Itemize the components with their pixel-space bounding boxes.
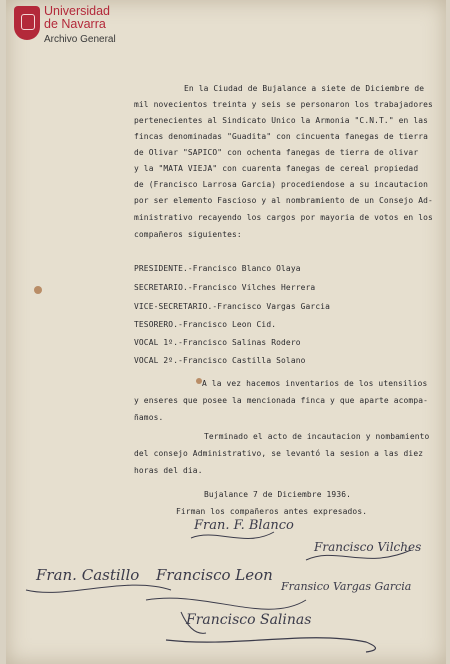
document-date: Bujalance 7 de Diciembre 1936. <box>204 490 352 499</box>
document-sheet <box>6 0 446 664</box>
text-line: A la vez hacemos inventarios de los utensilios <box>202 379 428 388</box>
officer-line: PRESIDENTE.-Francisco Blanco Olaya <box>134 264 301 273</box>
archive-name-line1: Universidad <box>44 4 111 18</box>
text-line: pertenecientes al Sindicato Unico la Armonia "C.N.T." en las <box>134 116 429 125</box>
text-line: ministrativo recayendo los cargos por mayoria de votos en los <box>134 213 433 222</box>
signature-flourishes <box>6 0 446 664</box>
text-line: del consejo Administrativo, se levantó la sesion a las diez <box>134 449 424 458</box>
text-line: horas del dia. <box>134 466 203 475</box>
text-line: Terminado el acto de incautacion y nombamiento <box>204 432 430 441</box>
signatories-note: Firman los compañeros antes expresados. <box>176 507 368 516</box>
signature-vargas: Fransico Vargas Garcia <box>281 580 412 593</box>
text-line: compañeros siguientes: <box>134 230 242 239</box>
text-line: y la "MATA VIEJA" con cuarenta fanegas de cereal propiedad <box>134 164 419 173</box>
signature-vilches: Francisco Vilches <box>314 540 422 554</box>
signature-blanco: Fran. F. Blanco <box>194 518 294 533</box>
text-line: ñamos. <box>134 413 164 422</box>
text-line: de (Francisco Larrosa Garcia) procediendose a su incautacion <box>134 180 429 189</box>
officer-line: VICE-SECRETARIO.-Francisco Vargas Garcia <box>134 302 331 311</box>
text-line: y enseres que posee la mencionada finca y que aparte acompa- <box>134 396 429 405</box>
officer-line: VOCAL 2º.-Francisco Castilla Solano <box>134 356 306 365</box>
archive-name-line2: de Navarra <box>44 17 106 31</box>
signature-salinas: Francisco Salinas <box>186 612 312 628</box>
text-line: fincas denominadas "Guadita" con cincuenta fanegas de tierra <box>134 132 429 141</box>
officer-line: SECRETARIO.-Francisco Vilches Herrera <box>134 283 316 292</box>
text-line: mil novecientos treinta y seis se personaron los trabajadores <box>134 100 433 109</box>
officer-line: TESORERO.-Francisco Leon Cid. <box>134 320 277 329</box>
archive-subtitle: Archivo General <box>44 34 116 45</box>
signature-castillo: Fran. Castillo <box>36 566 140 584</box>
text-line: por ser elemento Fascioso y al nombramiento de un Consejo Ad- <box>134 196 433 205</box>
signature-leon: Francisco Leon <box>156 566 273 584</box>
text-line: En la Ciudad de Bujalance a siete de Diciembre de <box>184 84 425 93</box>
officer-line: VOCAL 1º.-Francisco Salinas Rodero <box>134 338 301 347</box>
text-line: de Olivar "SAPICO" con ochenta fanegas de tierra de olivar <box>134 148 419 157</box>
